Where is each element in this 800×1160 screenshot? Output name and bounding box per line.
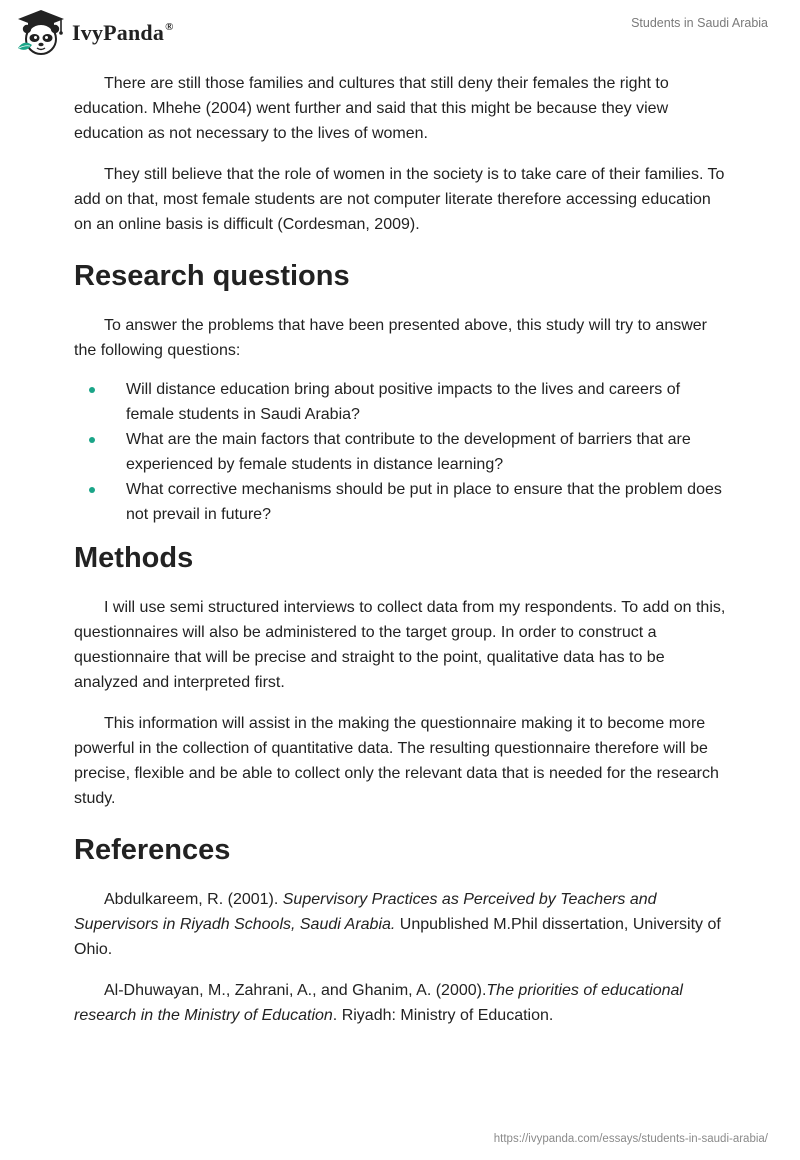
research-questions-list: [74, 377, 730, 527]
paragraph: This information will assist in the making the questionnaire making it to become more powerful in the collection of quantitative data. The resulting questionnaire therefore will be precise, flexible and be able to collect only the relevant data that is needed for the research study.: [74, 715, 719, 807]
page-header: [0, 0, 800, 60]
panda-logo-icon: [14, 8, 68, 56]
section-heading-research-questions: Research questions: [74, 260, 350, 292]
list-item: Will distance education bring about positive impacts to the lives and careers of female students in Saudi Arabia?: [74, 377, 730, 427]
paragraph: I will use semi structured interviews to collect data from my respondents. To add on this, questionnaires will also be administered to the target group. In order to construct a questionnaire that will be precise and straight to the point, qualitative data has to be analyzed and interpreted first.: [74, 599, 726, 691]
brand-name: IvyPanda®: [72, 20, 174, 45]
paragraph: There are still those families and cultures that still deny their females the right to education. Mhehe (2004) went further and said that this might be because they view education as not necessary to the lives of women.: [74, 75, 669, 142]
registered-mark: ®: [165, 20, 174, 33]
reference-entry: Al-Dhuwayan, M., Zahrani, A., and Ghanim, A. (2000).The priorities of educational research in the Ministry of Education. Riyadh: Ministry of Education.: [74, 982, 683, 1024]
bullet-icon: [89, 487, 95, 493]
source-url: https://ivypanda.com/essays/students-in-saudi-arabia/: [493, 1133, 768, 1145]
list-item: What are the main factors that contribute to the development of barriers that are experienced by female students in distance learning?: [74, 427, 730, 477]
reference-entry: Abdulkareem, R. (2001). Supervisory Practices as Perceived by Teachers and Supervisors in Riyadh Schools, Saudi Arabia. Unpublished M.Phil dissertation, University of Ohio.: [74, 891, 721, 958]
section-heading-methods: Methods: [74, 542, 194, 574]
bullet-icon: [89, 437, 95, 443]
list-item: What corrective mechanisms should be put in place to ensure that the problem does not prevail in future?: [74, 477, 730, 527]
paragraph: They still believe that the role of women in the society is to take care of their families. To add on that, most female students are not computer literate therefore accessing education on an online basis is difficult (Cordesman, 2009).: [74, 166, 725, 233]
logo-link[interactable]: [14, 8, 174, 56]
paragraph: To answer the problems that have been presented above, this study will try to answer the following questions:: [74, 317, 707, 359]
essay-content: [74, 71, 730, 1044]
section-heading-references: References: [74, 834, 231, 866]
bullet-icon: [89, 387, 95, 393]
document-title: Students in Saudi Arabia: [631, 16, 768, 30]
